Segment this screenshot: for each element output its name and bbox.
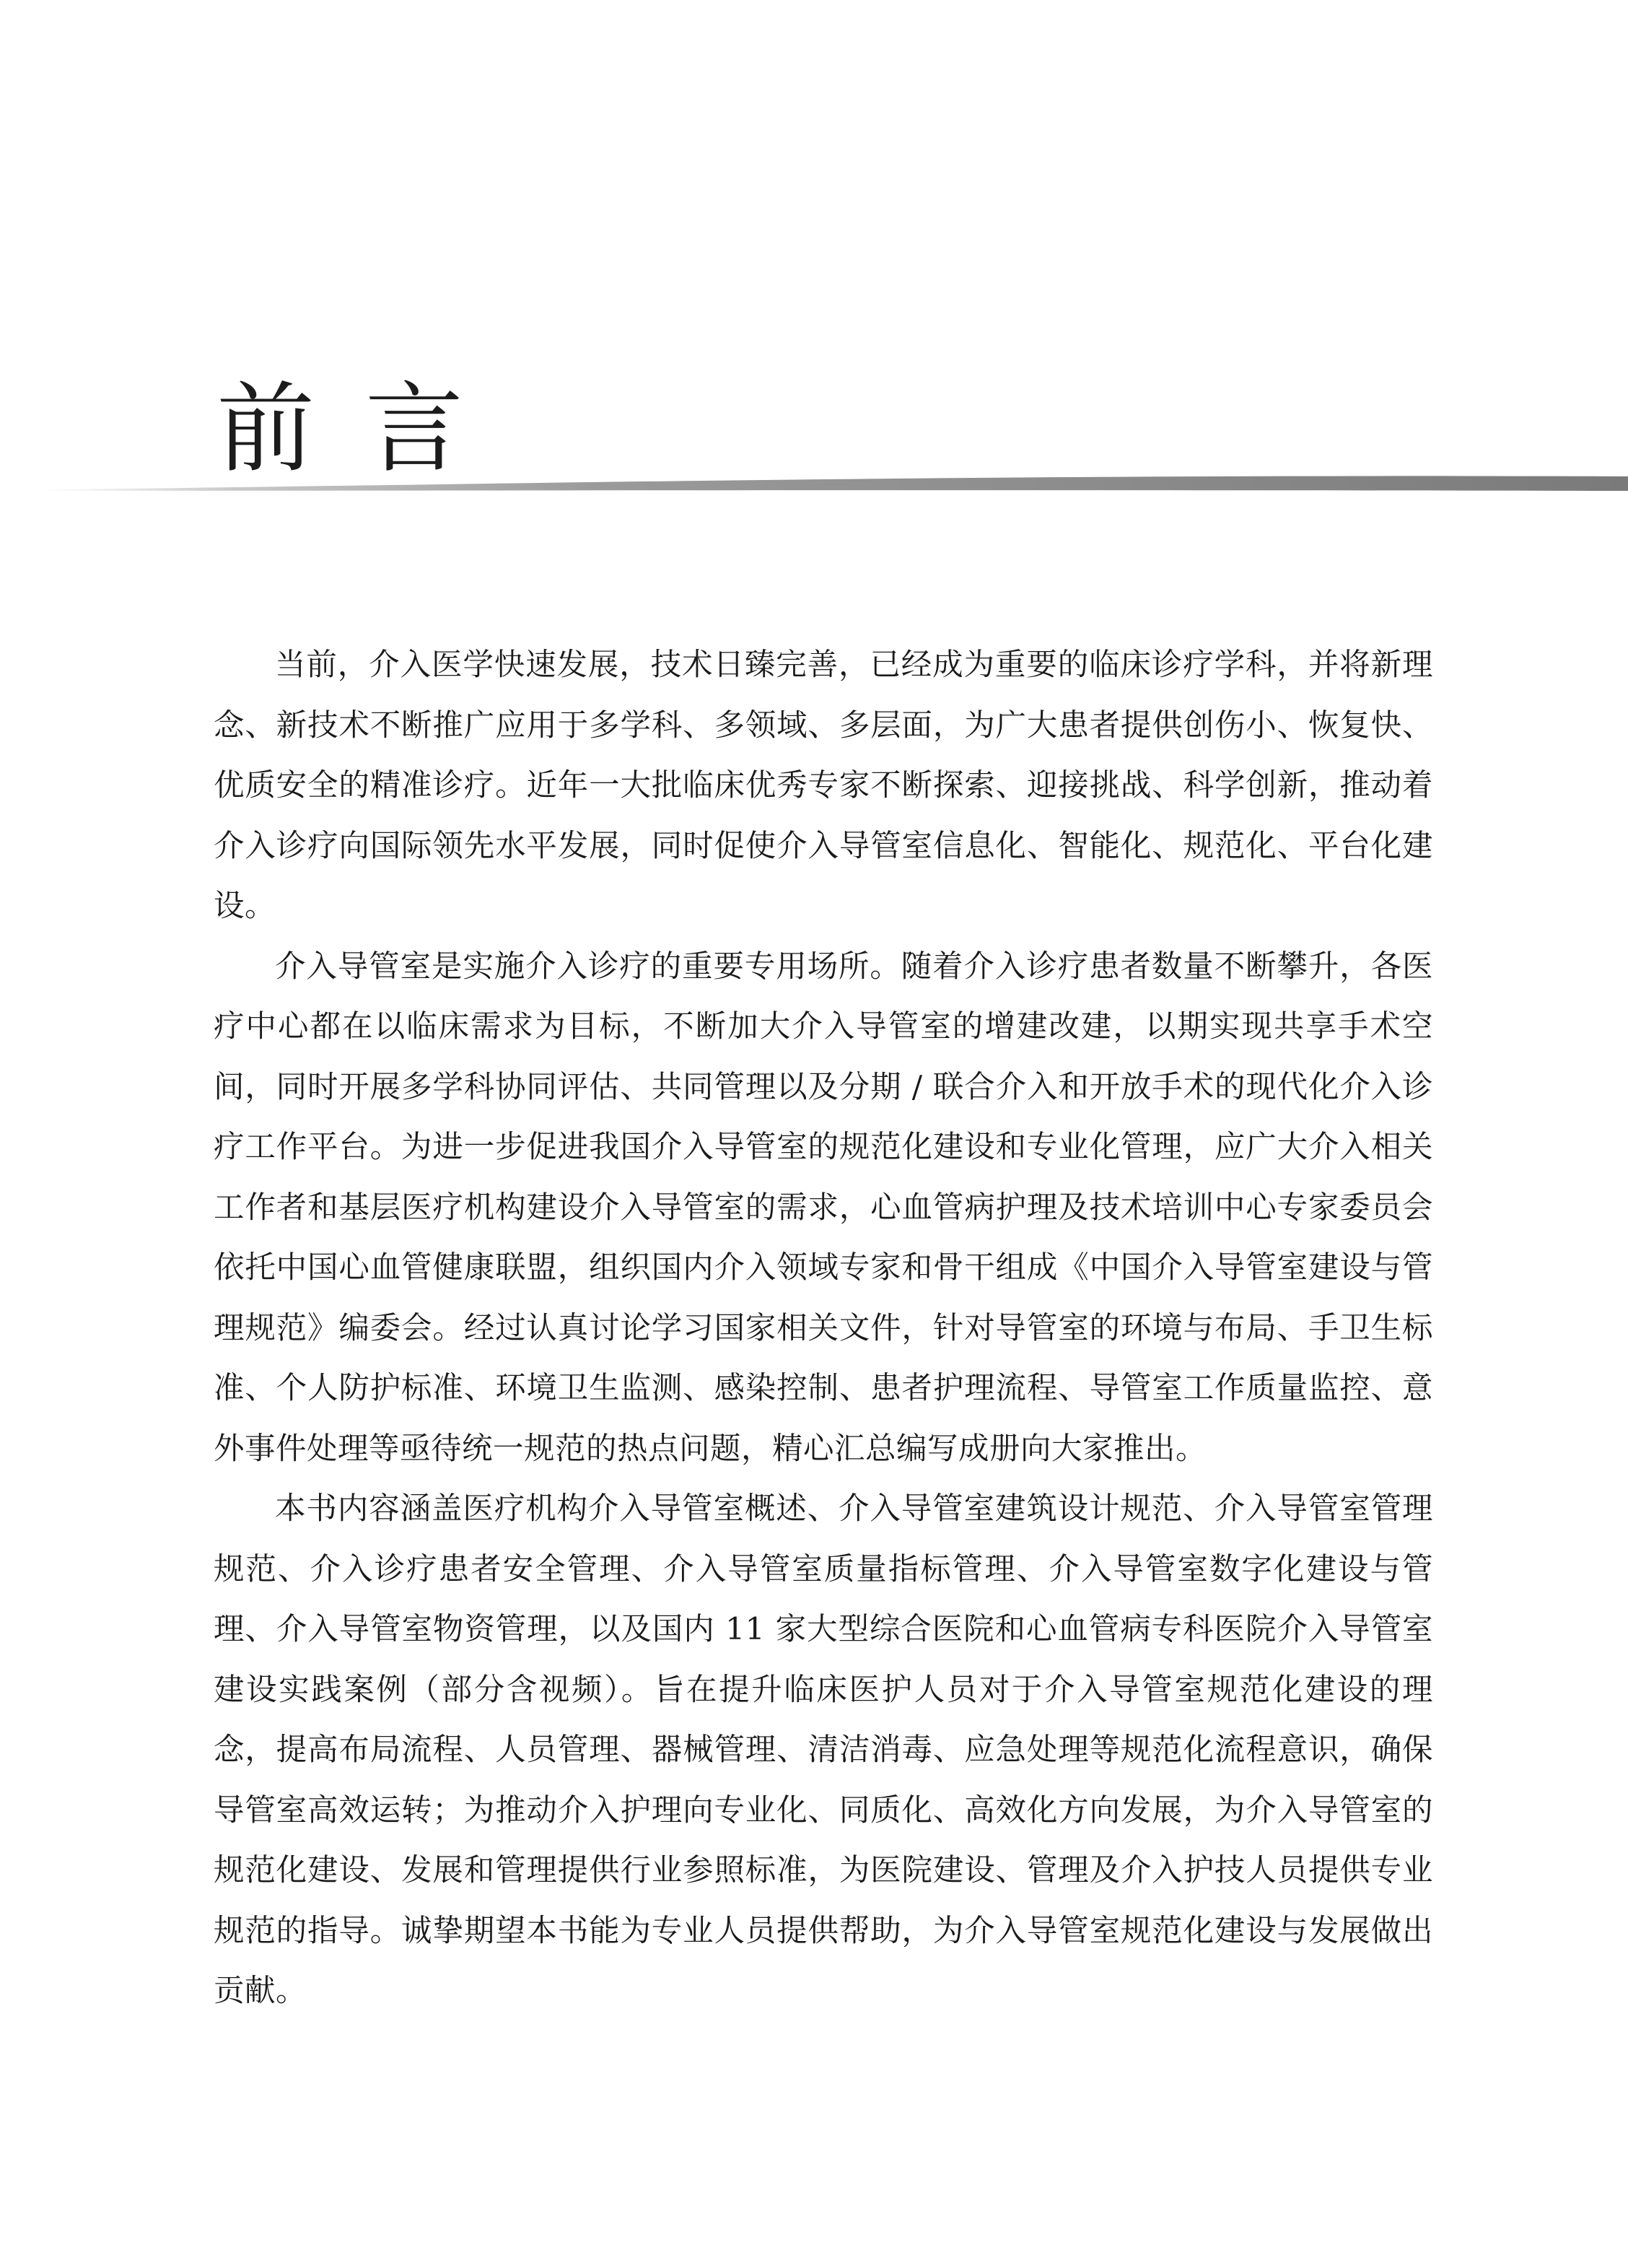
page-heading: 前言 bbox=[216, 372, 514, 487]
preface-paragraph-1: 当前，介入医学快速发展，技术日臻完善，已经成为重要的临床诊疗学科，并将新理念、新技术不断推广应用于多学科、多领域、多层面，为广大患者提供创伤小、恢复快、优质安全的精准诊疗。近年一大批临床优秀专家不断探索、迎接挑战、科学创新，推动着介入诊疗向国际领先水平发展，同时促使介入导管室信息化、智能化、规范化、平台化建设。 bbox=[214, 647, 1433, 924]
preface-body bbox=[214, 635, 1433, 2022]
heading-underline-swoosh bbox=[43, 469, 1628, 495]
preface-paragraph-3: 本书内容涵盖医疗机构介入导管室概述、介入导管室建筑设计规范、介入导管室管理规范、介入诊疗患者安全管理、介入导管室质量指标管理、介入导管室数字化建设与管理、介入导管室物资管理，以及国内 11 家大型综合医院和心血管病专科医院介入导管室建设实践案例（部分含视频）。旨在提升临床医护人员对于介入导管室规范化建设的理念，提高布局流程、人员管理、器械管理、清洁消毒、应急处理等规范化流程意识，确保导管室高效运转；为推动介入护理向专业化、同质化、高效化方向发展，为介入导管室的规范化建设、发展和管理提供行业参照标准，为医院建设、管理及介入护技人员提供专业规范的指导。诚挚期望本书能为专业人员提供帮助，为介入导管室规范化建设与发展做出贡献。 bbox=[214, 1491, 1433, 2009]
preface-paragraph-2: 介入导管室是实施介入诊疗的重要专用场所。随着介入诊疗患者数量不断攀升，各医疗中心都在以临床需求为目标，不断加大介入导管室的增建改建，以期实现共享手术空间，同时开展多学科协同评估、共同管理以及分期 / 联合介入和开放手术的现代化介入诊疗工作平台。为进一步促进我国介入导管室的规范化建设和专业化管理，应广大介入相关工作者和基层医疗机构建设介入导管室的需求，心血管病护理及技术培训中心专家委员会依托中国心血管健康联盟，组织国内介入领域专家和骨干组成《中国介入导管室建设与管理规范》编委会。经过认真讨论学习国家相关文件，针对导管室的环境与布局、手卫生标准、个人防护标准、环境卫生监测、感染控制、患者护理流程、导管室工作质量监控、意外事件处理等亟待统一规范的热点问题，精心汇总编写成册向大家推出。 bbox=[214, 948, 1433, 1467]
